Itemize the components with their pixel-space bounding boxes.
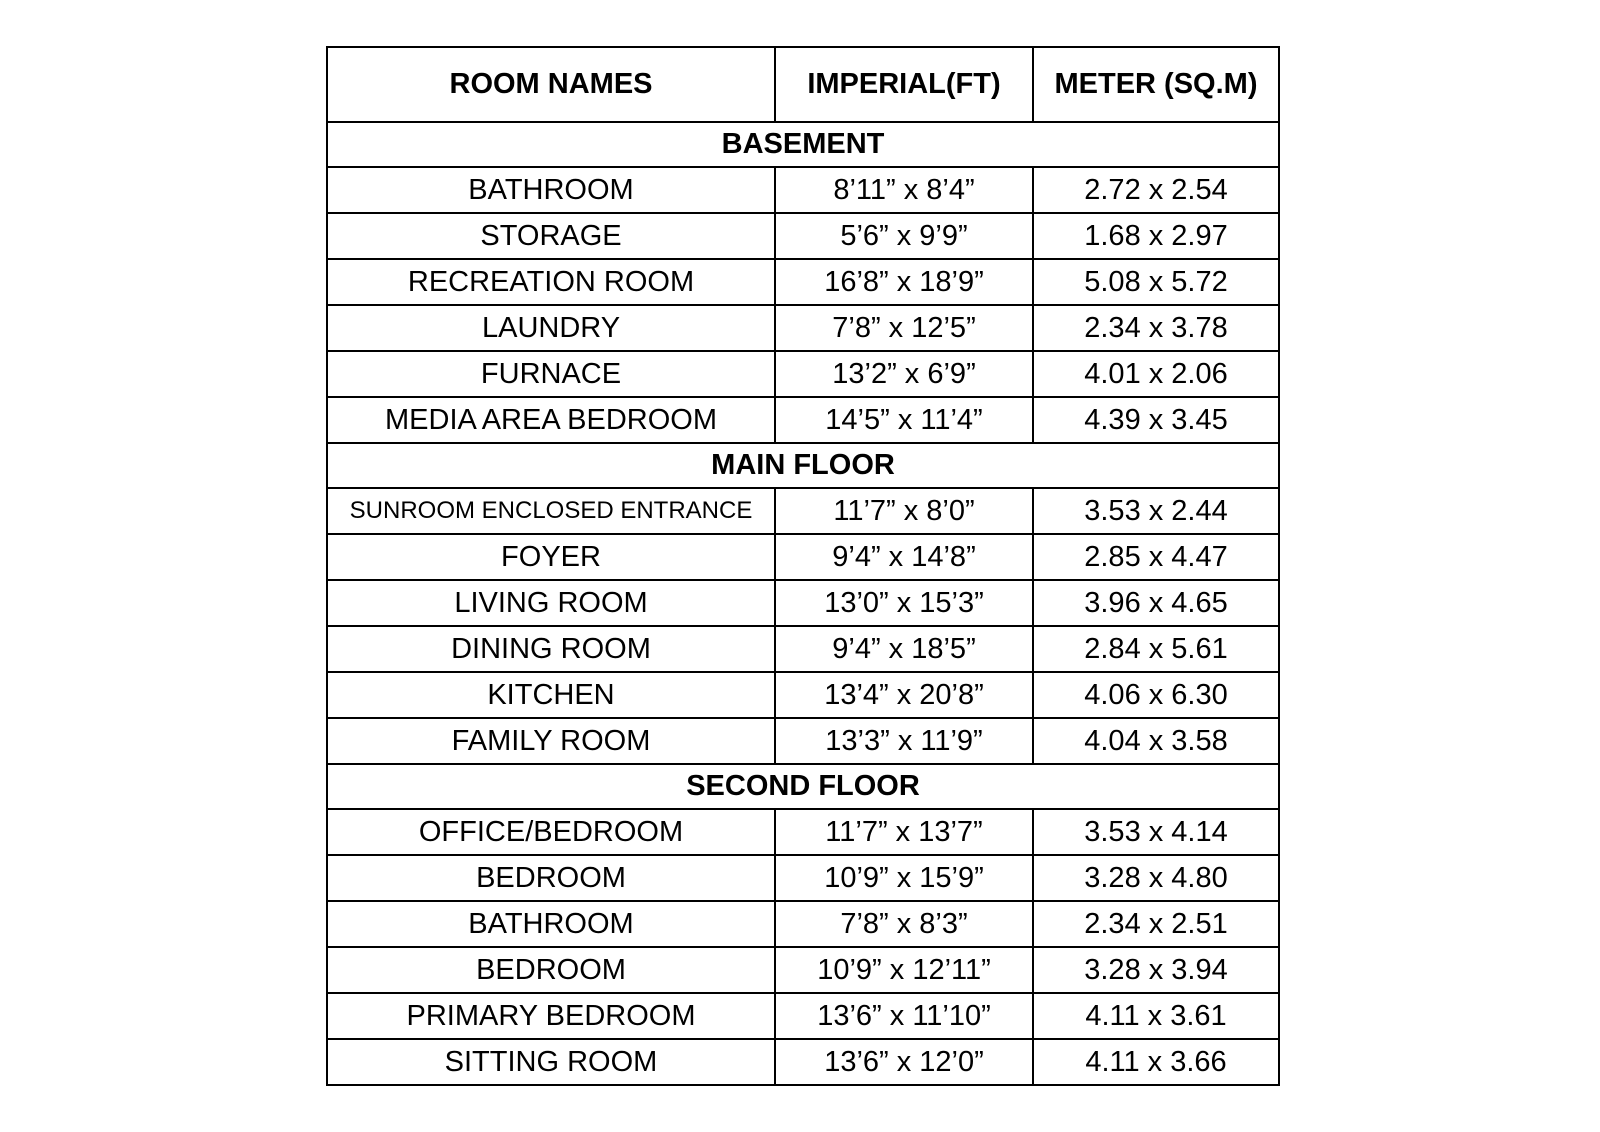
- table-row: [327, 1039, 1279, 1085]
- table-row: [327, 488, 1279, 534]
- metric-size: 3.53 x 4.14: [1033, 809, 1279, 855]
- imperial-size: 13’6” x 11’10”: [775, 993, 1033, 1039]
- room-name: BATHROOM: [327, 167, 775, 213]
- room-name: PRIMARY BEDROOM: [327, 993, 775, 1039]
- metric-size: 3.96 x 4.65: [1033, 580, 1279, 626]
- table-row: [327, 947, 1279, 993]
- metric-size: 3.53 x 2.44: [1033, 488, 1279, 534]
- section-row-second-floor: [327, 764, 1279, 809]
- metric-size: 4.39 x 3.45: [1033, 397, 1279, 443]
- room-name: SUNROOM ENCLOSED ENTRANCE: [327, 488, 775, 534]
- imperial-size: 11’7” x 8’0”: [775, 488, 1033, 534]
- imperial-size: 5’6” x 9’9”: [775, 213, 1033, 259]
- metric-size: 4.06 x 6.30: [1033, 672, 1279, 718]
- table-row: [327, 672, 1279, 718]
- table-row: [327, 626, 1279, 672]
- imperial-size: 7’8” x 8’3”: [775, 901, 1033, 947]
- imperial-size: 14’5” x 11’4”: [775, 397, 1033, 443]
- imperial-size: 8’11” x 8’4”: [775, 167, 1033, 213]
- room-name: BATHROOM: [327, 901, 775, 947]
- imperial-size: 9’4” x 18’5”: [775, 626, 1033, 672]
- room-name: LAUNDRY: [327, 305, 775, 351]
- metric-size: 4.11 x 3.61: [1033, 993, 1279, 1039]
- metric-size: 2.84 x 5.61: [1033, 626, 1279, 672]
- header-row: [327, 47, 1279, 122]
- metric-size: 4.01 x 2.06: [1033, 351, 1279, 397]
- room-name: KITCHEN: [327, 672, 775, 718]
- imperial-size: 10’9” x 12’11”: [775, 947, 1033, 993]
- table-row: [327, 718, 1279, 764]
- table-row: [327, 167, 1279, 213]
- room-name: SITTING ROOM: [327, 1039, 775, 1085]
- imperial-size: 13’4” x 20’8”: [775, 672, 1033, 718]
- room-name: FOYER: [327, 534, 775, 580]
- header-metric: METER (SQ.M): [1033, 47, 1279, 122]
- table-row: [327, 580, 1279, 626]
- imperial-size: 13’2” x 6’9”: [775, 351, 1033, 397]
- imperial-size: 16’8” x 18’9”: [775, 259, 1033, 305]
- table-row: [327, 305, 1279, 351]
- imperial-size: 11’7” x 13’7”: [775, 809, 1033, 855]
- table-row: [327, 901, 1279, 947]
- metric-size: 2.85 x 4.47: [1033, 534, 1279, 580]
- metric-size: 2.34 x 2.51: [1033, 901, 1279, 947]
- room-name: BEDROOM: [327, 947, 775, 993]
- room-dimensions-table: [326, 46, 1280, 1086]
- metric-size: 3.28 x 3.94: [1033, 947, 1279, 993]
- table-row: [327, 259, 1279, 305]
- imperial-size: 9’4” x 14’8”: [775, 534, 1033, 580]
- header-room-names: ROOM NAMES: [327, 47, 775, 122]
- section-title: BASEMENT: [327, 122, 1279, 167]
- metric-size: 4.04 x 3.58: [1033, 718, 1279, 764]
- table-row: [327, 534, 1279, 580]
- imperial-size: 7’8” x 12’5”: [775, 305, 1033, 351]
- room-name: BEDROOM: [327, 855, 775, 901]
- table-row: [327, 397, 1279, 443]
- table-row: [327, 855, 1279, 901]
- table-row: [327, 213, 1279, 259]
- room-name: DINING ROOM: [327, 626, 775, 672]
- section-title: SECOND FLOOR: [327, 764, 1279, 809]
- table-row: [327, 993, 1279, 1039]
- metric-size: 2.34 x 3.78: [1033, 305, 1279, 351]
- table-row: [327, 809, 1279, 855]
- imperial-size: 10’9” x 15’9”: [775, 855, 1033, 901]
- metric-size: 2.72 x 2.54: [1033, 167, 1279, 213]
- section-title: MAIN FLOOR: [327, 443, 1279, 488]
- metric-size: 4.11 x 3.66: [1033, 1039, 1279, 1085]
- imperial-size: 13’0” x 15’3”: [775, 580, 1033, 626]
- section-row-main-floor: [327, 443, 1279, 488]
- imperial-size: 13’6” x 12’0”: [775, 1039, 1033, 1085]
- room-name: RECREATION ROOM: [327, 259, 775, 305]
- room-name: STORAGE: [327, 213, 775, 259]
- room-name: FAMILY ROOM: [327, 718, 775, 764]
- room-name: MEDIA AREA BEDROOM: [327, 397, 775, 443]
- metric-size: 3.28 x 4.80: [1033, 855, 1279, 901]
- metric-size: 1.68 x 2.97: [1033, 213, 1279, 259]
- room-name: FURNACE: [327, 351, 775, 397]
- header-imperial: IMPERIAL(FT): [775, 47, 1033, 122]
- room-name: OFFICE/BEDROOM: [327, 809, 775, 855]
- imperial-size: 13’3” x 11’9”: [775, 718, 1033, 764]
- metric-size: 5.08 x 5.72: [1033, 259, 1279, 305]
- room-name: LIVING ROOM: [327, 580, 775, 626]
- table-row: [327, 351, 1279, 397]
- section-row-basement: [327, 122, 1279, 167]
